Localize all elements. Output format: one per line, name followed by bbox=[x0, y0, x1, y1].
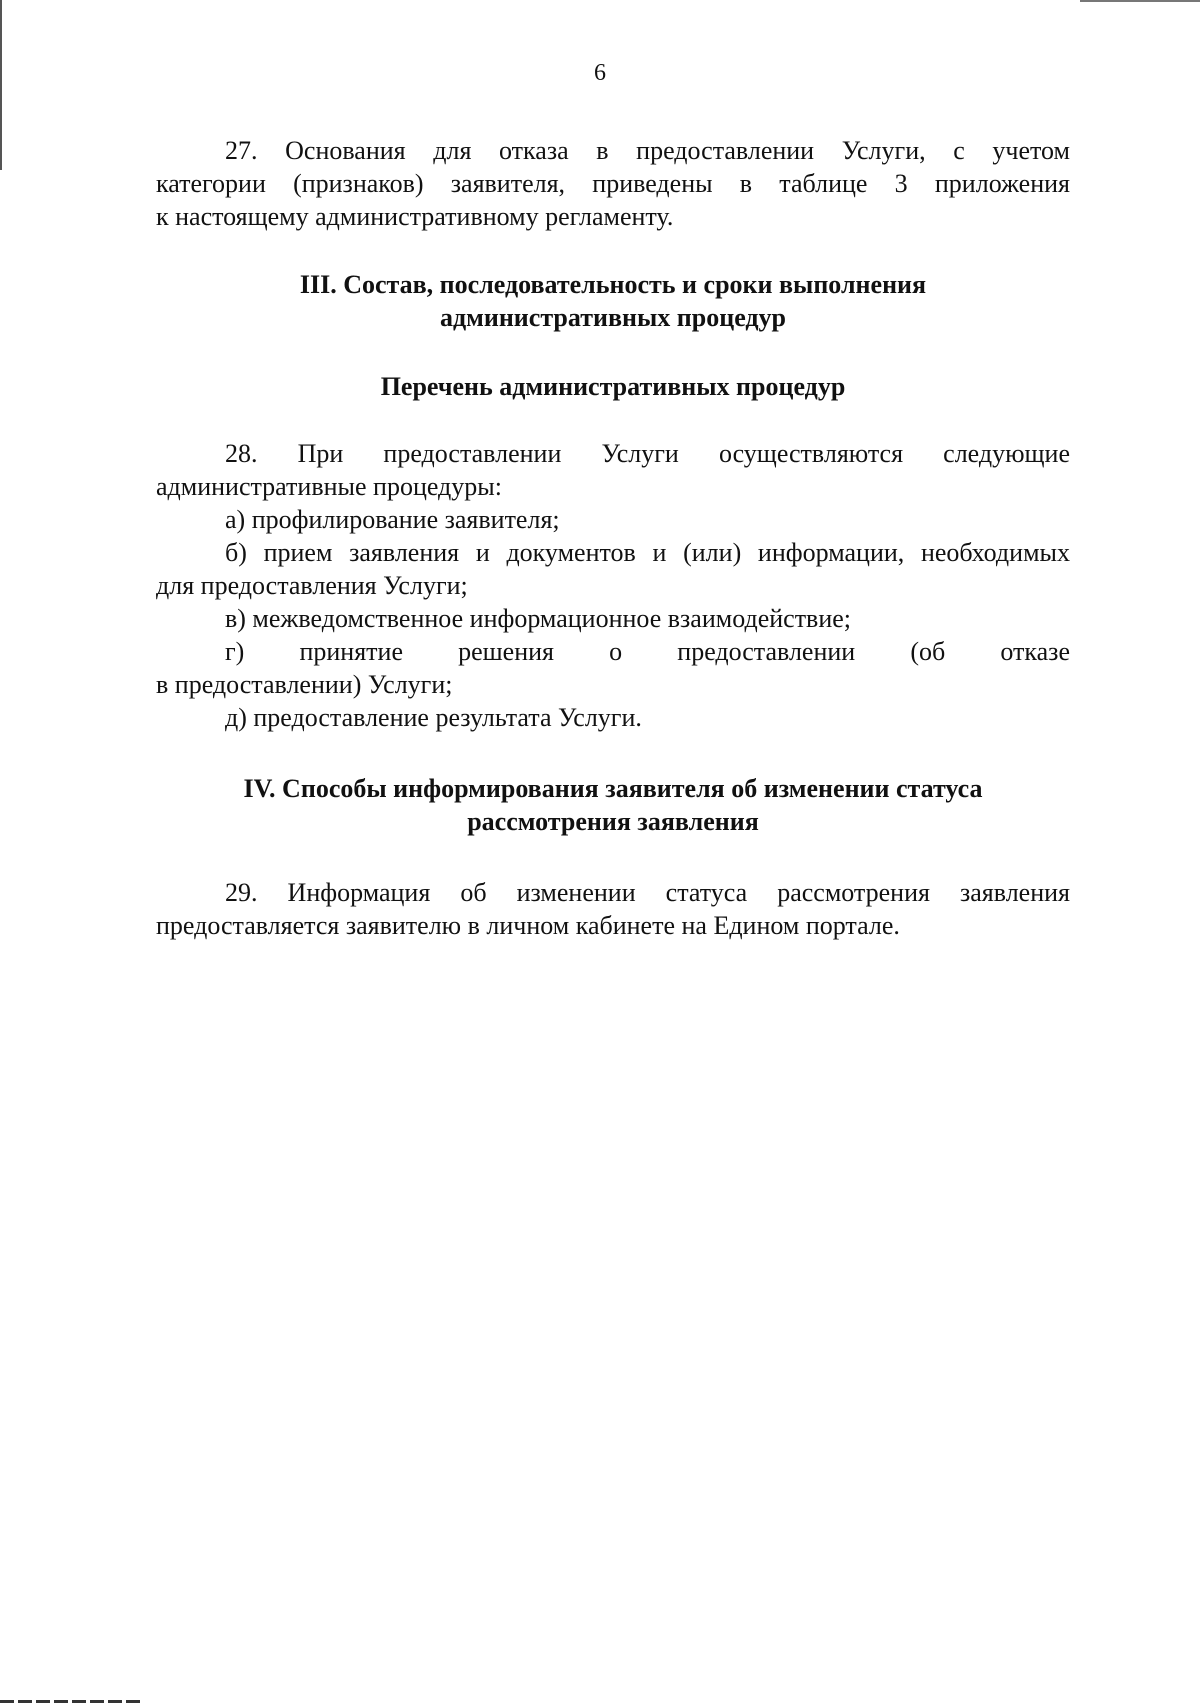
procedures-list-heading: Перечень административных процедур bbox=[380, 372, 846, 401]
paragraph-27-line-3: к настоящему административному регламенту. bbox=[156, 202, 674, 231]
document-body bbox=[156, 134, 1070, 942]
list-item-a: а) профилирование заявителя; bbox=[225, 505, 560, 534]
paragraph-27-line-1: 27. Основания для отказа в предоставлении Услуги, с учетом bbox=[225, 136, 1070, 165]
paragraph-28-line-2: административные процедуры: bbox=[156, 472, 502, 501]
section-4-heading bbox=[156, 772, 1070, 838]
list-item-d: д) предоставление результата Услуги. bbox=[225, 703, 642, 732]
paragraph-29 bbox=[156, 876, 1070, 942]
list-item-b-line-1: б) прием заявления и документов и (или) информации, необходимых bbox=[225, 538, 1070, 567]
section-3-heading bbox=[156, 268, 1070, 334]
paragraph-27 bbox=[156, 134, 1070, 233]
list-item-g-line-1: г) принятие решения о предоставлении (об отказе bbox=[225, 637, 1070, 666]
section-3-heading-line-1: III. Состав, последовательность и сроки выполнения bbox=[299, 270, 927, 299]
paragraph-28-line-1: 28. При предоставлении Услуги осуществляются следующие bbox=[225, 439, 1070, 468]
paragraph-27-line-2: категории (признаков) заявителя, приведены в таблице 3 приложения bbox=[156, 169, 1070, 198]
list-item-v: в) межведомственное информационное взаимодействие; bbox=[225, 604, 852, 633]
section-3-heading-line-2: административных процедур bbox=[439, 303, 787, 332]
page-number: 6 bbox=[594, 60, 606, 86]
section-4-heading-line-2: рассмотрения заявления bbox=[467, 807, 759, 836]
section-4-heading-line-1: IV. Способы информирования заявителя об изменении статуса bbox=[243, 774, 983, 803]
scan-edge-top bbox=[1080, 0, 1200, 2]
paragraph-29-line-1: 29. Информация об изменении статуса рассмотрения заявления bbox=[225, 878, 1070, 907]
list-item-b-line-2: для предоставления Услуги; bbox=[156, 571, 468, 600]
paragraph-29-line-2: предоставляется заявителю в личном кабинете на Едином портале. bbox=[156, 911, 900, 940]
paragraph-28 bbox=[156, 437, 1070, 734]
list-item-g-line-2: в предоставлении) Услуги; bbox=[156, 670, 453, 699]
